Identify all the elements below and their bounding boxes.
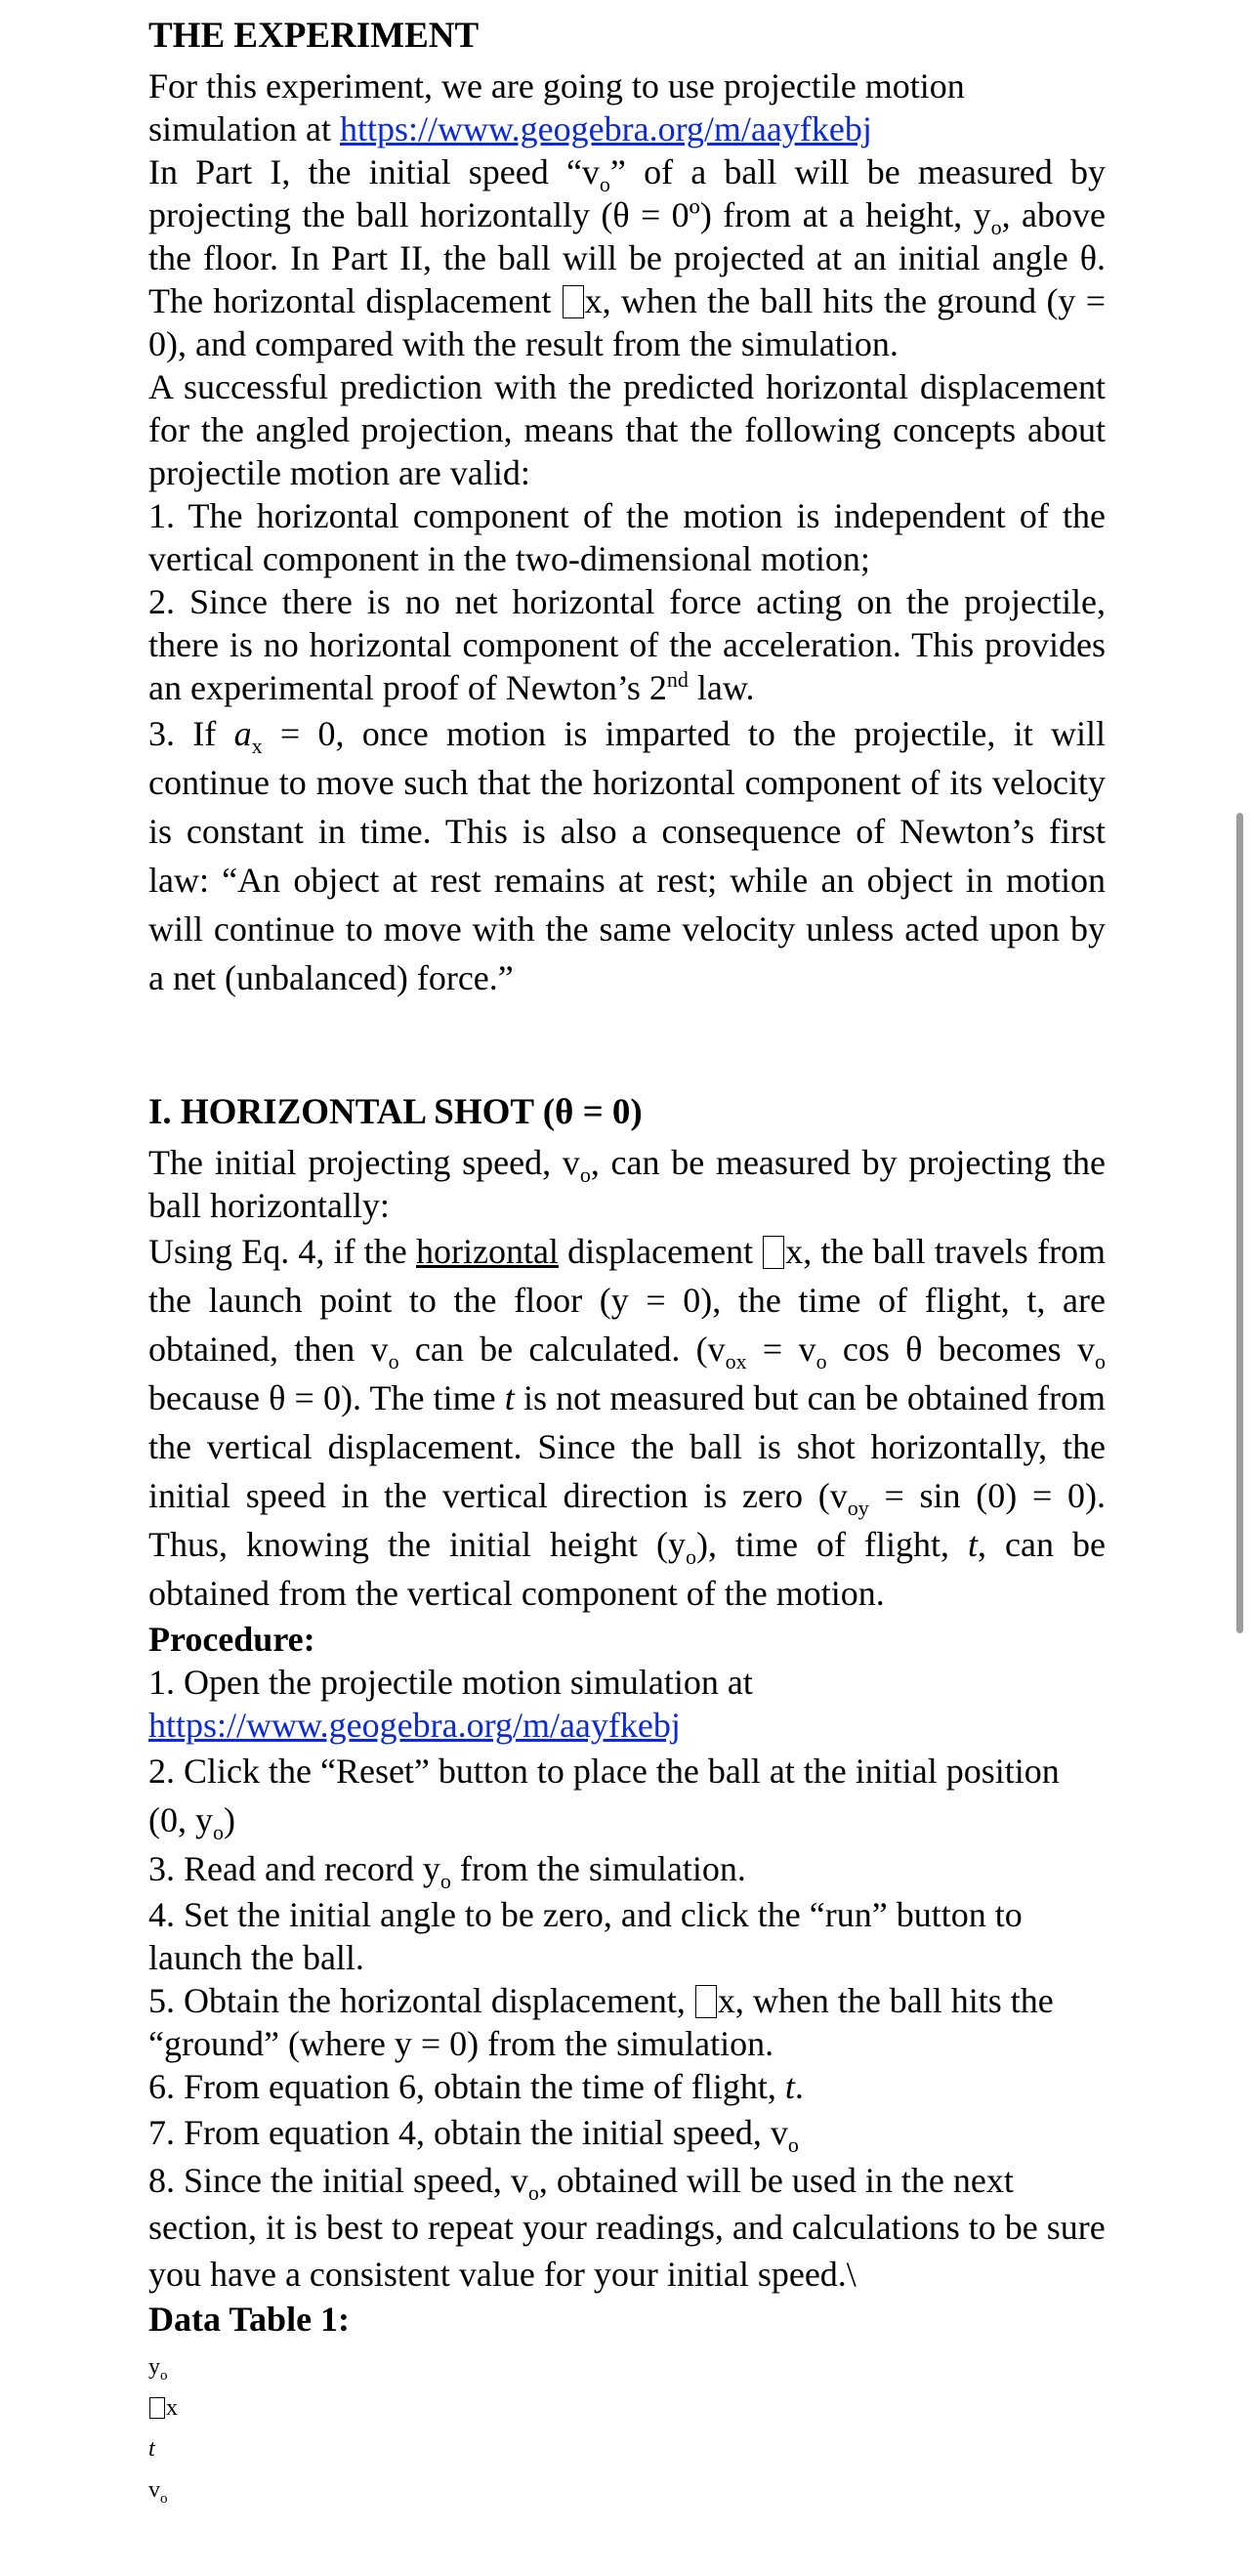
data-table-row-yo: $y_o$ [148,2354,168,2384]
procedure-step-8: 8. Since the initial speed, $v_o$, obtained will be used in the next section, it is best to repeat your readings, and calculations to be sure you have a consistent value for your initial speed.\ [148,2161,1106,2294]
data-table-row-t: t [148,2436,155,2462]
procedure-step-6: 6. From equation 6, obtain the time of flight, t. [148,2067,804,2106]
procedure-step-1: 1. Open the projectile motion simulation at [148,1663,753,1702]
procedure-step-2: 2. Click the “Reset” button to place the ball at the initial position (0, $y_o$) [148,1752,1060,1845]
data-table-row-dx: x [148,2387,1106,2428]
procedure-simulation-link[interactable]: https://www.geogebra.org/m/aayfkebj [148,1706,681,1745]
missing-glyph-icon [149,2397,165,2419]
procedure-step-4: 4. Set the initial angle to be zero, and click the “run” button to launch the ball. [148,1895,1023,1977]
missing-glyph-icon [563,285,584,318]
procedure-step-7: 7. From equation 4, obtain the initial speed, $v_o$ [148,2113,799,2158]
missing-glyph-icon [763,1236,784,1269]
experiment-paragraph-2: A successful prediction with the predicted horizontal displacement for the angled projection, means that the following concepts about projectile motion are valid: [148,367,1106,492]
procedure-step-3: 3. Read and record $y_o$ from the simulation. [148,1849,746,1894]
procedure-heading: Procedure: [148,1620,315,1659]
section-spacer [148,1002,1106,1077]
concept-item-2: 2. Since there is no net horizontal force acting on the projectile, there is no horizontal component of the acceleration. This provides an experimental proof of Newton’s 2nd law. [148,582,1106,707]
experiment-intro: For this experiment, we are going to use projectile motion simulation at https://www.geogebra.org/m/aayfkebj [148,66,965,148]
document-page [148,0,1106,2511]
part1-paragraph-1: The initial projecting speed, $v_o$, can be measured by projecting the ball horizontally: [148,1143,1107,1225]
experiment-heading: THE EXPERIMENT [148,16,480,56]
data-table-row-vo: $v_o$ [148,2477,168,2507]
simulation-link[interactable]: https://www.geogebra.org/m/aayfkebj [339,109,872,148]
part1-paragraph-2: Using Eq. 4, if the horizontal displacement x, the ball travels from the launch point to the floor (y = 0), the time of flight, t, are obtained, then $v_o$ can be calculated. ($v_{ox} = v_o$ cos θ becomes $v_o$ because θ = 0). The time t is not measured but can be obtained from the vertical displacement. Since the ball is shot horizontally, the initial speed in the vertical direction is zero $(v_{oy} = \sin (0) = 0)$. Thus, knowing the initial height $(y_o)$, time of flight, t, can be obtained from the vertical component of the motion. [148,1232,1107,1613]
concept-item-1: 1. The horizontal component of the motion is independent of the vertical component in the two-dimensional motion; [148,496,1106,578]
procedure-step-5: 5. Obtain the horizontal displacement, x, when the ball hits the “ground” (where y = 0) from the simulation. [148,1981,1054,2063]
data-table-heading: Data Table 1: [148,2300,351,2339]
concept-item-3: 3. If $a_x = 0$, once motion is imparted to the projectile, it will continue to move such that the horizontal component of its velocity is constant in time. This is also a consequence of Newton’s first law: “An object at rest remains at rest; while an object in motion will continue to move with the same velocity unless acted upon by a net (unbalanced) force.” [148,714,1106,997]
missing-glyph-icon [695,1985,717,2018]
part1-heading: I. HORIZONTAL SHOT (θ = 0) [148,1092,643,1132]
vertical-scrollbar[interactable] [1236,813,1243,1633]
experiment-paragraph-1: In Part I, the initial speed “$v_o$” of a ball will be measured by projecting the ball horizontally (θ = 0º) from at a height, $y_o$, above the floor. In Part II, the ball will be projected at an initial angle θ. The horizontal displacement x, when the ball hits the ground (y = 0), and compared with the result from the simulation. [148,152,1106,363]
